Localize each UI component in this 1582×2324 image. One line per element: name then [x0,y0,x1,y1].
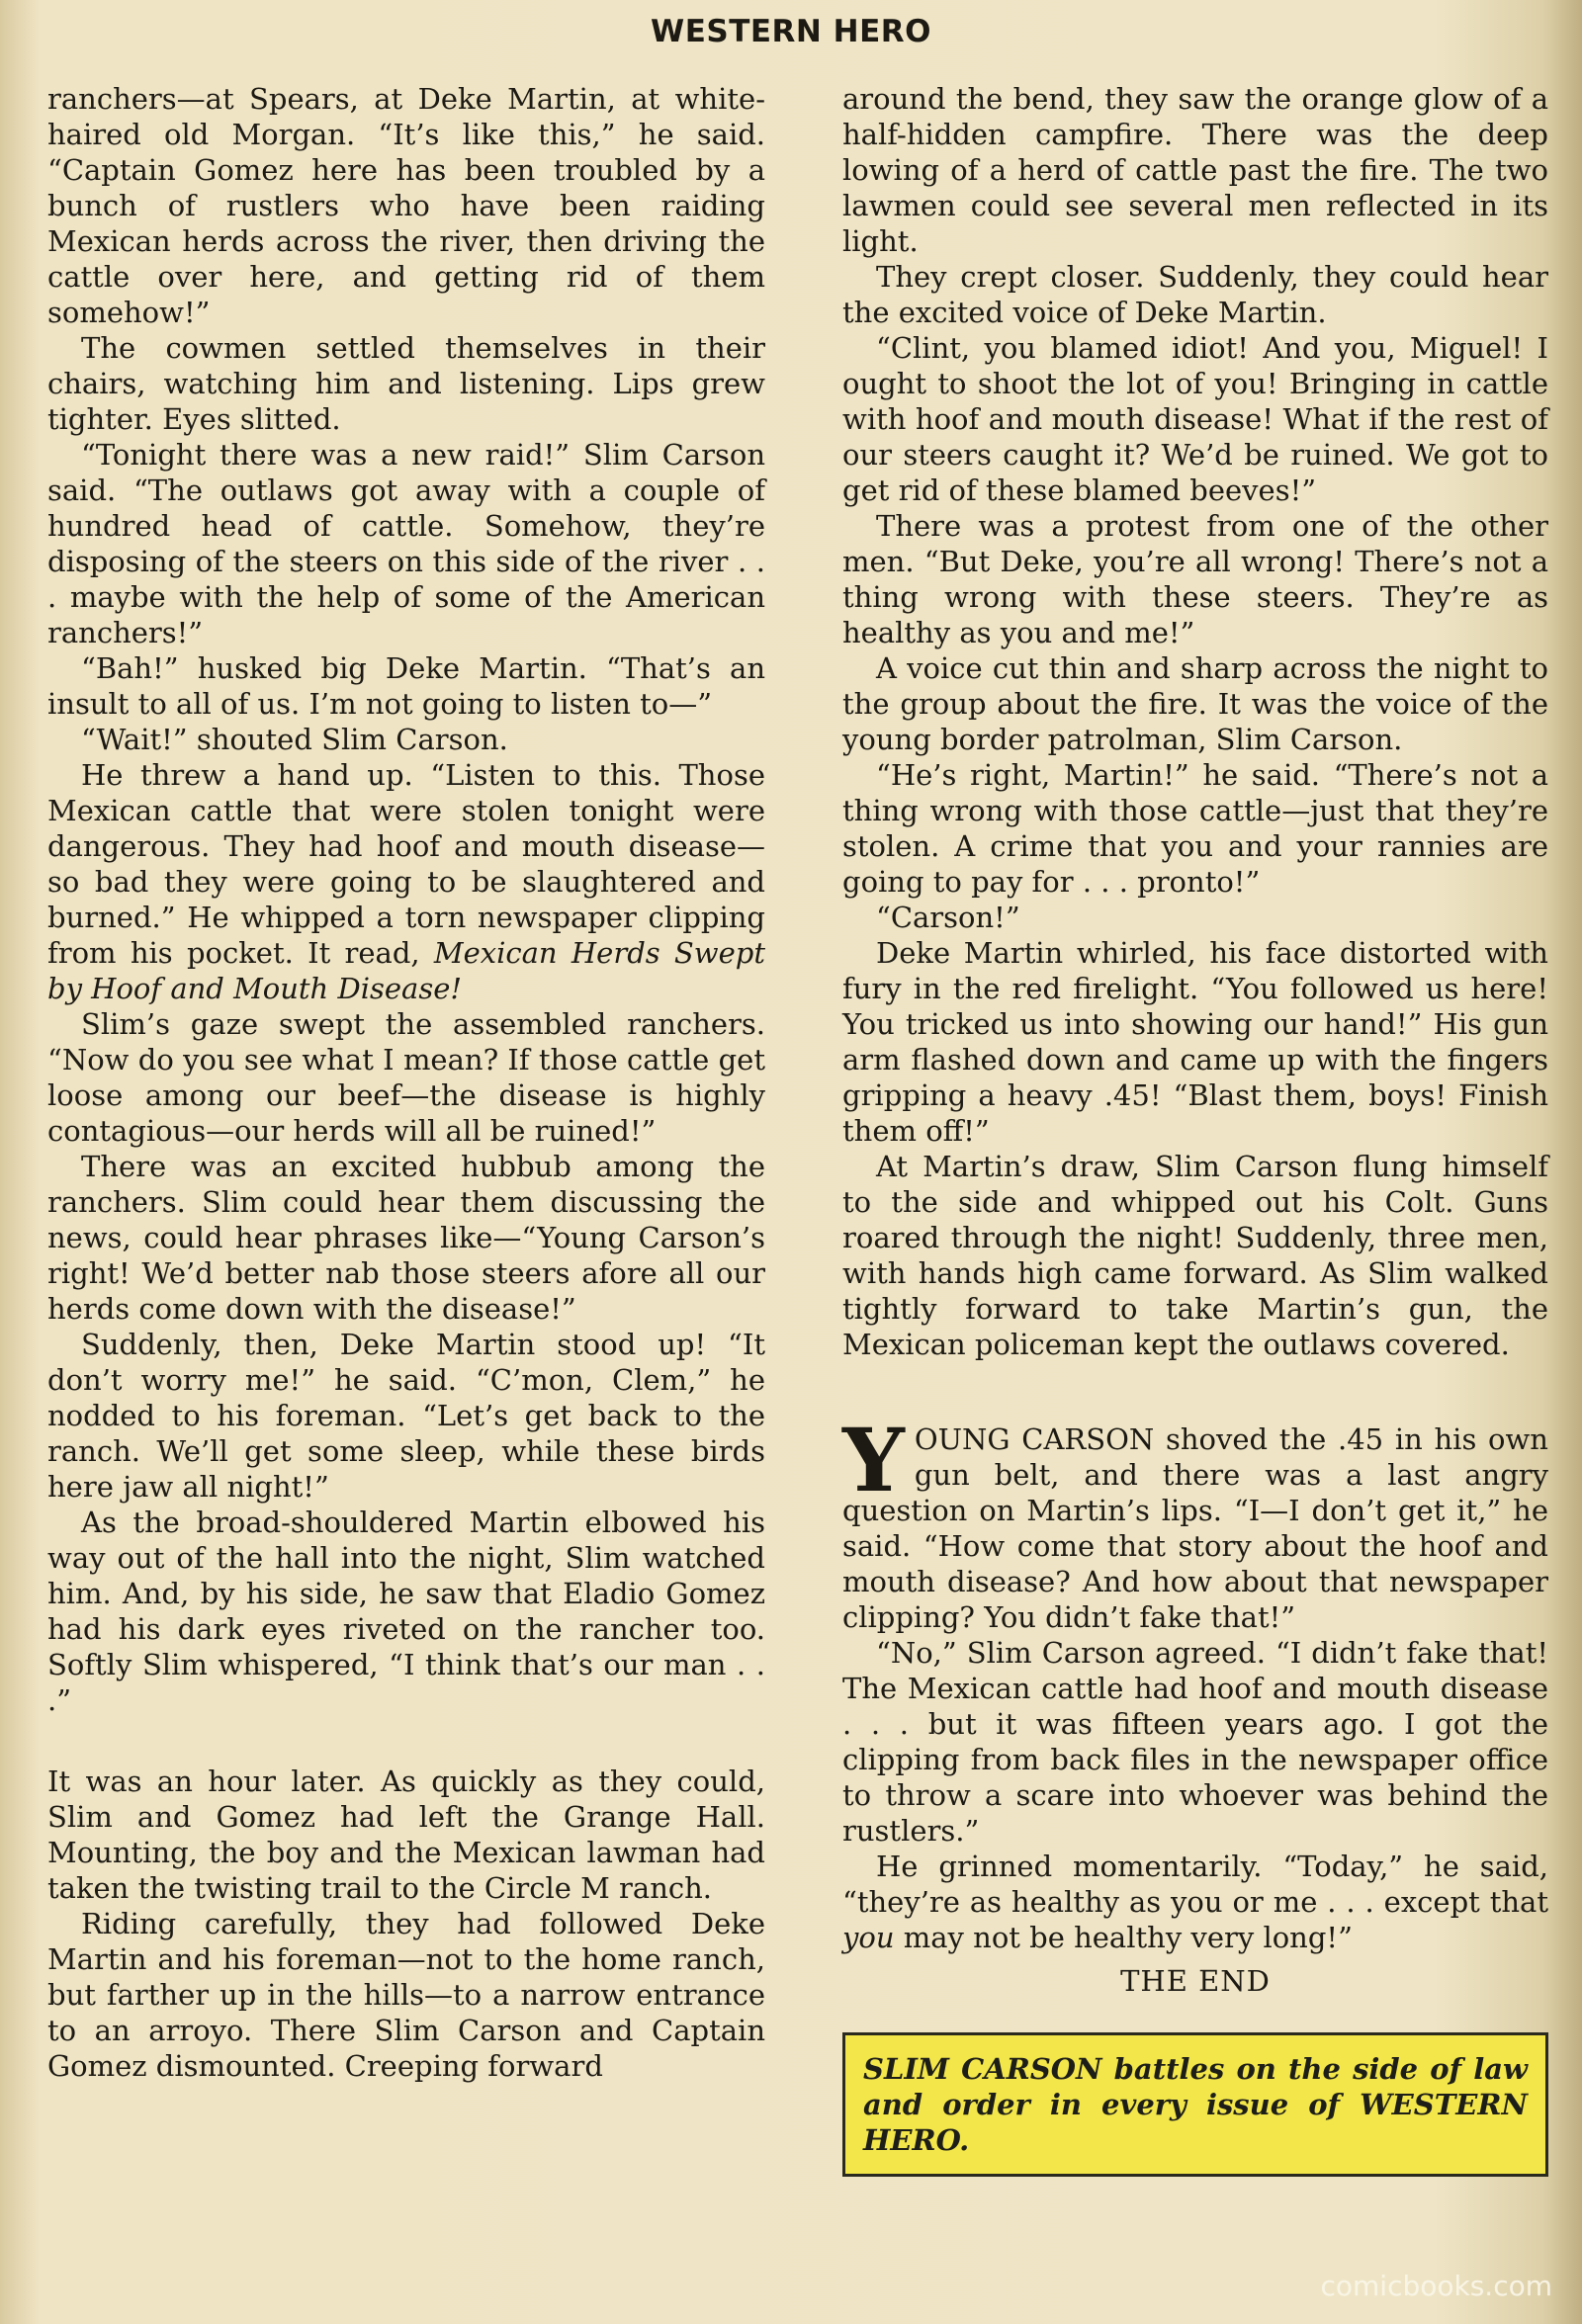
dropcap-paragraph [842,1409,1548,1635]
right-column [842,81,1548,2177]
paragraph: It was an hour later. As quickly as they could, Slim and Gomez had left the Grange Hall. Mounting, the boy and the Mexican lawman had taken the twisting trail to the Circle M ranch. [47,1765,765,1905]
paragraph: ranchers—at Spears, at Deke Martin, at white-haired old Morgan. “It’s like this,” he said. “Captain Gomez here has been troubled by a bunch of rustlers who have been raiding Mexican herds across the river, then driving the cattle over here, and getting rid of them somehow!” [47,82,765,329]
paragraph: “Clint, you blamed idiot! And you, Miguel! I ought to shoot the lot of you! Bringing in cattle with hoof and mouth disease! What if the rest of our steers caught it? We’d be ruined. We got to get rid of these blamed beeves!” [842,331,1548,507]
paragraph: They crept closer. Suddenly, they could hear the excited voice of Deke Martin. [842,260,1548,329]
paragraph: around the bend, they saw the orange glow of a half-hidden campfire. There was the deep lowing of a herd of cattle past the fire. The two lawmen could see several men reflected in its light. [842,82,1548,258]
paragraph: There was an excited hubbub among the ranchers. Slim could hear them discussing the news, could hear phrases like—“Young Carson’s right! We’d better nab those steers afore all our herds come down with the disease!” [47,1150,765,1326]
paragraph: Deke Martin whirled, his face distorted with fury in the red firelight. “You followed us here! You tricked us into showing our hand!” His gun arm flashed down and came up with the fingers gripping a heavy .45! “Blast them, boys! Finish them off!” [842,936,1548,1148]
paragraph: As the broad-shouldered Martin elbowed his way out of the hall into the night, Slim watched him. And, by his side, he saw that Eladio Gomez had his dark eyes riveted on the rancher too. Softly Slim whispered, “I think that’s our man . . .” [47,1506,765,1717]
paragraph: The cowmen settled themselves in their chairs, watching him and listening. Lips grew tighter. Eyes slitted. [47,331,765,436]
paragraph: There was a protest from one of the other men. “But Deke, you’re all wrong! There’s not a thing wrong with these steers. They’re as healthy as you and me!” [842,509,1548,649]
watermark: comicbooks.com [1320,2270,1552,2302]
paragraph: “Tonight there was a new raid!” Slim Carson said. “The outlaws got away with a couple of hundred head of cattle. Somehow, they’re disposing of the steers on this side of the river . . . maybe with the help of some of the American ranchers!” [47,438,765,649]
final-paragraph-start: He grinned momentarily. “Today,” he said, “they’re as healthy as you or me . . . except that [842,1850,1548,1919]
paragraph: Riding carefully, they had followed Deke Martin and his foreman—not to the home ranch, but farther up in the hills—to a narrow entrance to an arroyo. There Slim Carson and Captain Gomez dismounted. Creeping forward [47,1907,765,2083]
paragraph-with-headline [47,757,765,1006]
paragraph: Suddenly, then, Deke Martin stood up! “It don’t worry me!” he said. “C’mon, Clem,” he nodded to his foreman. “Let’s get back to the ranch. We’ll get some sleep, while these birds here jaw all night!” [47,1328,765,1504]
the-end: THE END [1120,1964,1271,1998]
paragraph-text: He threw a hand up. “Listen to this. Those Mexican cattle that were stolen tonight were dangerous. They had hoof and mouth disease—so bad they were going to be slaughtered and burned.” He whipped a torn newspaper clipping from his pocket. It read, [47,758,765,970]
newspaper-headline: Mexican Herds Swept by Hoof and Mouth Disease! [47,936,766,1005]
final-paragraph [842,1849,1548,1955]
paragraph: A voice cut thin and sharp across the night to the group about the fire. It was the voice of the young border patrolman, Slim Carson. [842,651,1548,756]
paragraph: Slim’s gaze swept the assembled ranchers. “Now do you see what I mean? If those cattle get loose among our beef—the disease is highly contagious—our herds will all be ruined!” [47,1007,765,1148]
paragraph: “He’s right, Martin!” he said. “There’s not a thing wrong with those cattle—just that they’re stolen. A crime that you and your rannies are going to pay for . . . pronto!” [842,758,1548,899]
paragraph: “No,” Slim Carson agreed. “I didn’t fake that! The Mexican cattle had hoof and mouth disease . . . but it was fifteen years ago. I got the clipping from back files in the newspaper office to throw a scare into whoever was behind the rustlers.” [842,1636,1548,1848]
dropcap-letter: Y [842,1409,905,1511]
paragraph: “Wait!” shouted Slim Carson. [81,723,508,756]
paragraph: At Martin’s draw, Slim Carson flung himself to the side and whipped out his Colt. Guns roared through the night! Suddenly, three men, with hands high came forward. As Slim walked tightly forward to take Martin’s gun, the Mexican policeman kept the outlaws covered. [842,1150,1548,1361]
final-paragraph-end: may not be healthy very long!” [894,1921,1353,1954]
left-column [47,81,765,2084]
paragraph: “Carson!” [876,901,1020,934]
page-header: WESTERN HERO [651,14,931,49]
paragraph: “Bah!” husked big Deke Martin. “That’s an insult to all of us. I’m not going to listen to—” [47,651,765,721]
promo-box: SLIM CARSON battles on the side of law and order in every issue of WESTERN HERO. [842,2032,1548,2177]
emphasis-you: you [842,1921,895,1954]
dropcap-rest: OUNG CARSON shoved the .45 in his own gun belt, and there was a last angry question on Martin’s lips. “I—I don’t get it,” he said. “How come that story about the hoof and mouth disease? And how about that newspaper clipping? You didn’t fake that!” [842,1422,1548,1634]
